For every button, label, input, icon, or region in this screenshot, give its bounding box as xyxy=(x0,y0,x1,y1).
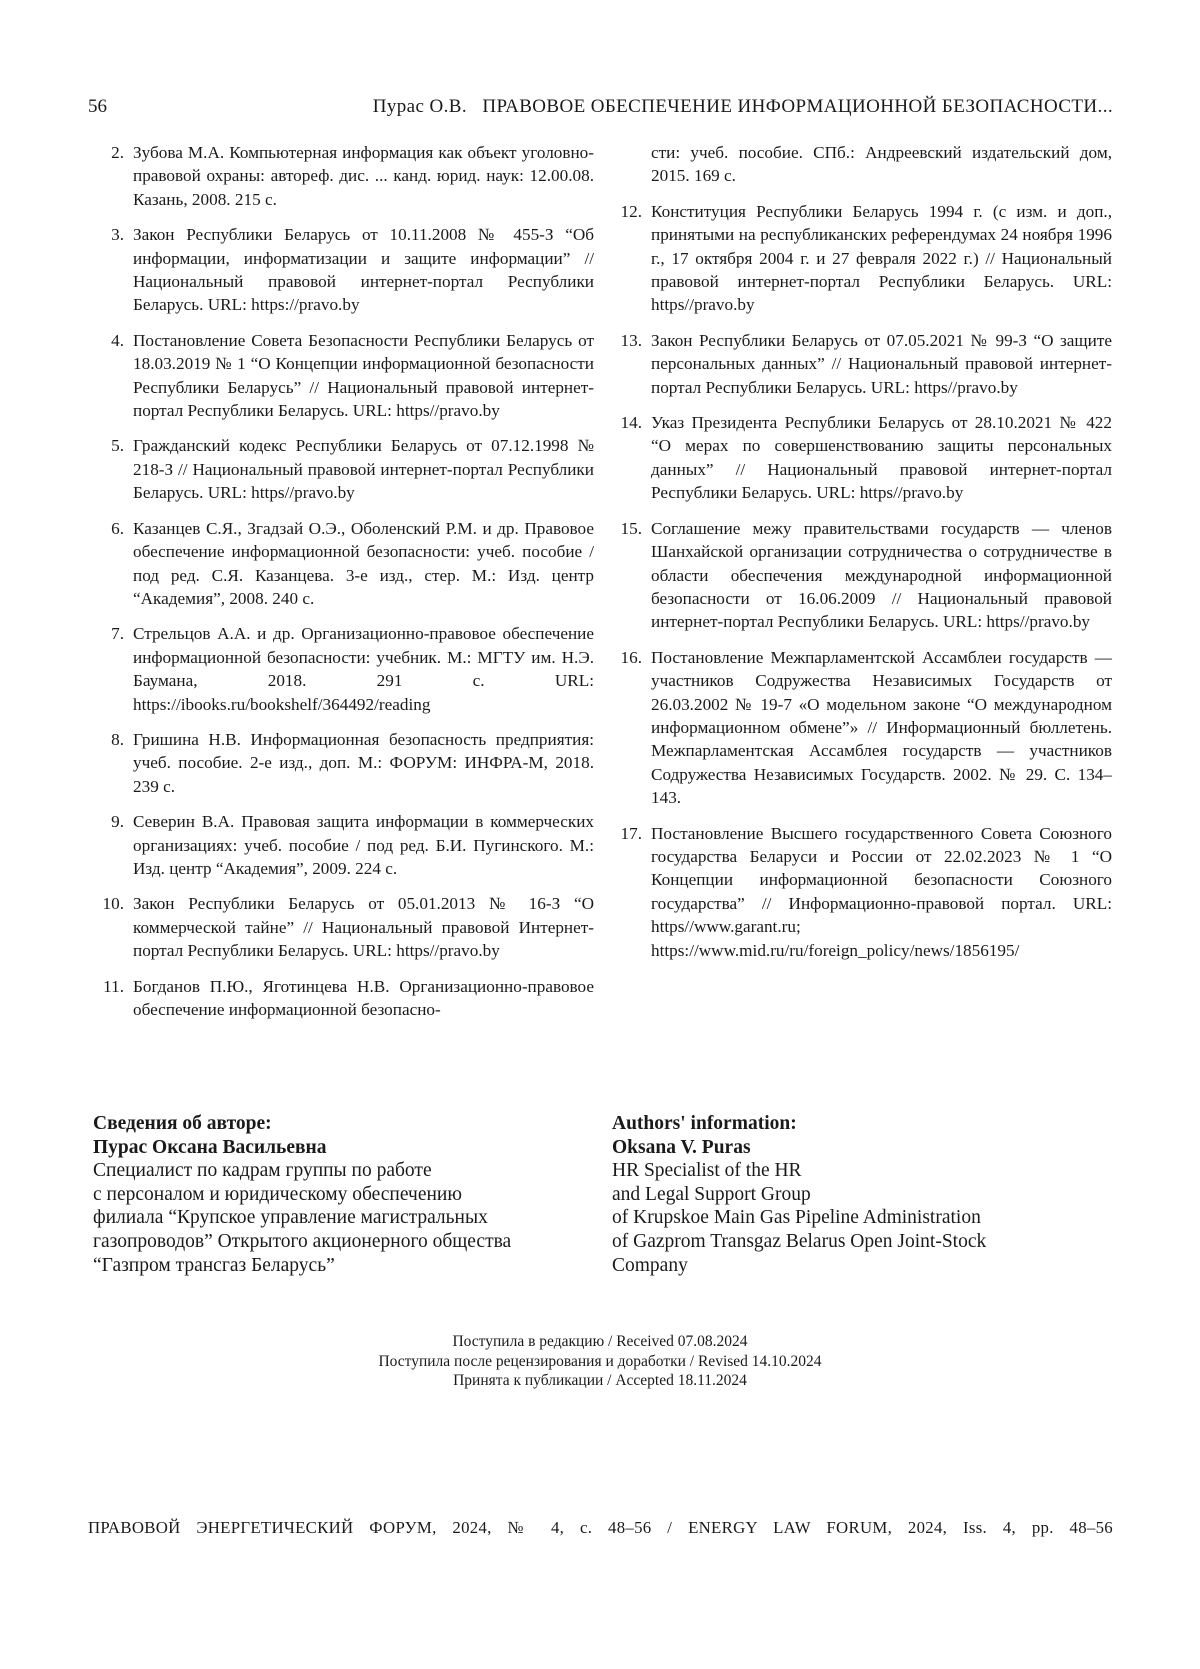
reference-text: Казанцев С.Я., Згадзай О.Э., Оболенский Р.М. и др. Правовое обеспечение информационной безопасности: учеб. пособие / под ред. С.Я. Казанцева. 3-е изд., стер. М.: Изд. центр “Академия”, 2008. 240 с. xyxy=(133,518,594,608)
author-affiliation-line: of Krupskoe Main Gas Pipeline Administration xyxy=(612,1207,981,1229)
reference-item xyxy=(612,411,1112,505)
reference-text: Постановление Межпарламентской Ассамблеи государств — участников Содружества Независимых Государств от 26.03.2002 № 19-7 «О модельном законе “О международном информационном обмене”» // Информационный бюллетень. Межпарламентская Ассамблея государств — участников Содружества Независимых Государств. 2002. № 29. С. 134–143. xyxy=(651,647,1112,808)
reference-text: Указ Президента Республики Беларусь от 28.10.2021 № 422 “О мерах по совершенствованию защиты персональных данных” // Национальный правовой интернет-портал Республики Беларусь. URL: https//pravo.by xyxy=(651,413,1112,503)
reference-item xyxy=(94,728,594,798)
references-right-column xyxy=(612,141,1112,974)
reference-text: Зубова М.А. Компьютерная информация как объект уголовно-правовой охраны: автореф. дис. ... канд. юрид. наук: 12.00.08. Казань, 2008. 215 с. xyxy=(133,143,594,209)
reference-number: 8. xyxy=(111,729,124,749)
reference-number: 5. xyxy=(111,436,124,456)
author-affiliation-line: “Газпром трансгаз Беларусь” xyxy=(93,1254,335,1276)
reference-item xyxy=(94,434,594,504)
author-name: Oksana V. Puras xyxy=(612,1136,751,1158)
author-affiliation-line: газопроводов” Открытого акционерного общества xyxy=(93,1230,512,1252)
reference-number: 7. xyxy=(111,624,124,644)
reference-number: 16. xyxy=(620,647,642,667)
author-affiliation-line: с персоналом и юридическому обеспечению xyxy=(93,1183,462,1205)
references-left-column xyxy=(94,141,594,1033)
reference-number: 9. xyxy=(111,812,124,832)
reference-number: 11. xyxy=(103,976,124,996)
reference-number: 6. xyxy=(111,518,124,538)
reference-item xyxy=(94,810,594,880)
reference-item xyxy=(612,200,1112,317)
submission-dates xyxy=(0,1332,1200,1391)
reference-item xyxy=(94,892,594,962)
author-affiliation-line: Специалист по кадрам группы по работе xyxy=(93,1160,432,1182)
reference-item xyxy=(612,517,1112,634)
reference-text: Закон Республики Беларусь от 05.01.2013 № 16-З “О коммерческой тайне” // Национальный правовой Интернет-портал Республики Беларусь. URL: https//pravo.by xyxy=(133,894,594,961)
reference-number: 17. xyxy=(620,823,642,843)
author-info-heading: Authors' information: xyxy=(612,1113,797,1134)
reference-text: Постановление Высшего государственного Совета Союзного государства Беларуси и России от 22.02.2023 № 1 “О Концепции информационной безопасности Союзного государства” // Информационно-правовой портал. URL: https//www.garant.ru; https://www.mid.ru/ru/foreign_policy/news/1856195/ xyxy=(651,823,1112,960)
reference-text: Гражданский кодекс Республики Беларусь от 07.12.1998 № 218-З // Национальный правовой интернет-портал Республики Беларусь. URL: https//pravo.by xyxy=(133,436,594,503)
reference-item xyxy=(612,646,1112,810)
author-info-heading: Сведения об авторе: xyxy=(93,1113,272,1134)
reference-item xyxy=(94,975,594,1022)
reference-item xyxy=(94,329,594,423)
reference-item xyxy=(94,223,594,317)
reference-number: 13. xyxy=(620,330,642,350)
accepted-date: Принята к публикации / Accepted 18.11.2024 xyxy=(453,1372,747,1389)
reference-number: 10. xyxy=(102,894,124,914)
reference-number: 14. xyxy=(620,413,642,433)
reference-item xyxy=(94,141,594,211)
author-affiliation-line: and Legal Support Group xyxy=(612,1183,811,1205)
author-affiliation-line: HR Specialist of the HR xyxy=(612,1160,802,1182)
reference-text: Гришина Н.В. Информационная безопасность предприятия: учеб. пособие. 2-е изд., доп. М.: ФОРУМ: ИНФРА-М, 2018. 239 с. xyxy=(133,729,594,796)
author-affiliation-line: of Gazprom Transgaz Belarus Open Joint-Stock xyxy=(612,1230,987,1252)
reference-number: 12. xyxy=(620,201,642,221)
running-title: Пурас О.В. ПРАВОВОЕ ОБЕСПЕЧЕНИЕ ИНФОРМАЦИОННОЙ БЕЗОПАСНОСТИ... xyxy=(372,96,1113,117)
reference-text: Постановление Совета Безопасности Республики Беларусь от 18.03.2019 № 1 “О Концепции информационной безопасности Республики Беларусь” // Национальный правовой интернет-портал Республики Беларусь. URL: https//pravo.by xyxy=(133,330,594,421)
author-affiliation-line: филиала “Крупское управление магистральных xyxy=(93,1207,488,1229)
revised-date: Поступила после рецензирования и доработки / Revised 14.10.2024 xyxy=(378,1352,822,1370)
reference-text: Закон Республики Беларусь от 07.05.2021 № 99-З “О защите персональных данных” // Национальный правовой интернет-портал Республики Беларусь. URL: https//pravo.by xyxy=(651,330,1112,397)
reference-text: Стрельцов А.А. и др. Организационно-правовое обеспечение информационной безопасности: учебник. М.: МГТУ им. Н.Э. Баумана, 2018. 291 с. URL: https://ibooks.ru/bookshelf/364492/reading xyxy=(133,624,594,714)
reference-number: 3. xyxy=(111,225,124,245)
reference-item xyxy=(94,622,594,716)
reference-text: Закон Республики Беларусь от 10.11.2008 № 455-З “Об информации, информатизации и защите информации” // Национальный правовой интернет-портал Республики Беларусь. URL: https://pravo.by xyxy=(133,225,594,315)
author-info-ru xyxy=(93,1112,613,1277)
page-header xyxy=(88,96,1113,122)
reference-text: Соглашение межу правительствами государств — членов Шанхайской организации сотрудничества о сотрудничестве в области обеспечения международной информационной безопасности от 16.06.2009 // Национальный правовой интернет-портал Республики Беларусь. URL: https//pravo.by xyxy=(651,518,1112,632)
reference-number: 2. xyxy=(111,143,124,162)
reference-number: 15. xyxy=(620,518,642,538)
author-info-en xyxy=(612,1112,1132,1277)
reference-text: Богданов П.Ю., Яготинцева Н.В. Организационно-правовое обеспечение информационной безопасно- xyxy=(133,976,594,1019)
reference-item xyxy=(612,329,1112,399)
received-date: Поступила в редакцию / Received 07.08.2024 xyxy=(452,1333,748,1350)
author-affiliation-line: Company xyxy=(612,1254,688,1276)
reference-text: Северин В.А. Правовая защита информации в коммерческих организациях: учеб. пособие / под ред. Б.И. Пугинского. М.: Изд. центр “Академия”, 2009. 224 с. xyxy=(133,812,594,878)
page-number: 56 xyxy=(88,96,107,117)
reference-item xyxy=(94,517,594,611)
reference-continuation: сти: учеб. пособие. СПб.: Андреевский издательский дом, 2015. 169 с. xyxy=(651,143,1112,186)
page-footer: ПРАВОВОЙ ЭНЕРГЕТИЧЕСКИЙ ФОРУМ, 2024, № 4, с. 48–56 / ENERGY LAW FORUM, 2024, Iss. 4, pp. 48–56 xyxy=(88,1518,1113,1537)
reference-item xyxy=(612,822,1112,962)
author-name: Пурас Оксана Васильевна xyxy=(93,1136,327,1158)
reference-text: Конституция Республики Беларусь 1994 г. (с изм. и доп., принятыми на республиканских референдумах 24 ноября 1996 г., 17 октября 2004 г. и 27 февраля 2022 г.) // Национальный правовой интернет-портал Республики Беларусь. URL: https//pravo.by xyxy=(651,201,1112,315)
reference-number: 4. xyxy=(111,330,124,350)
